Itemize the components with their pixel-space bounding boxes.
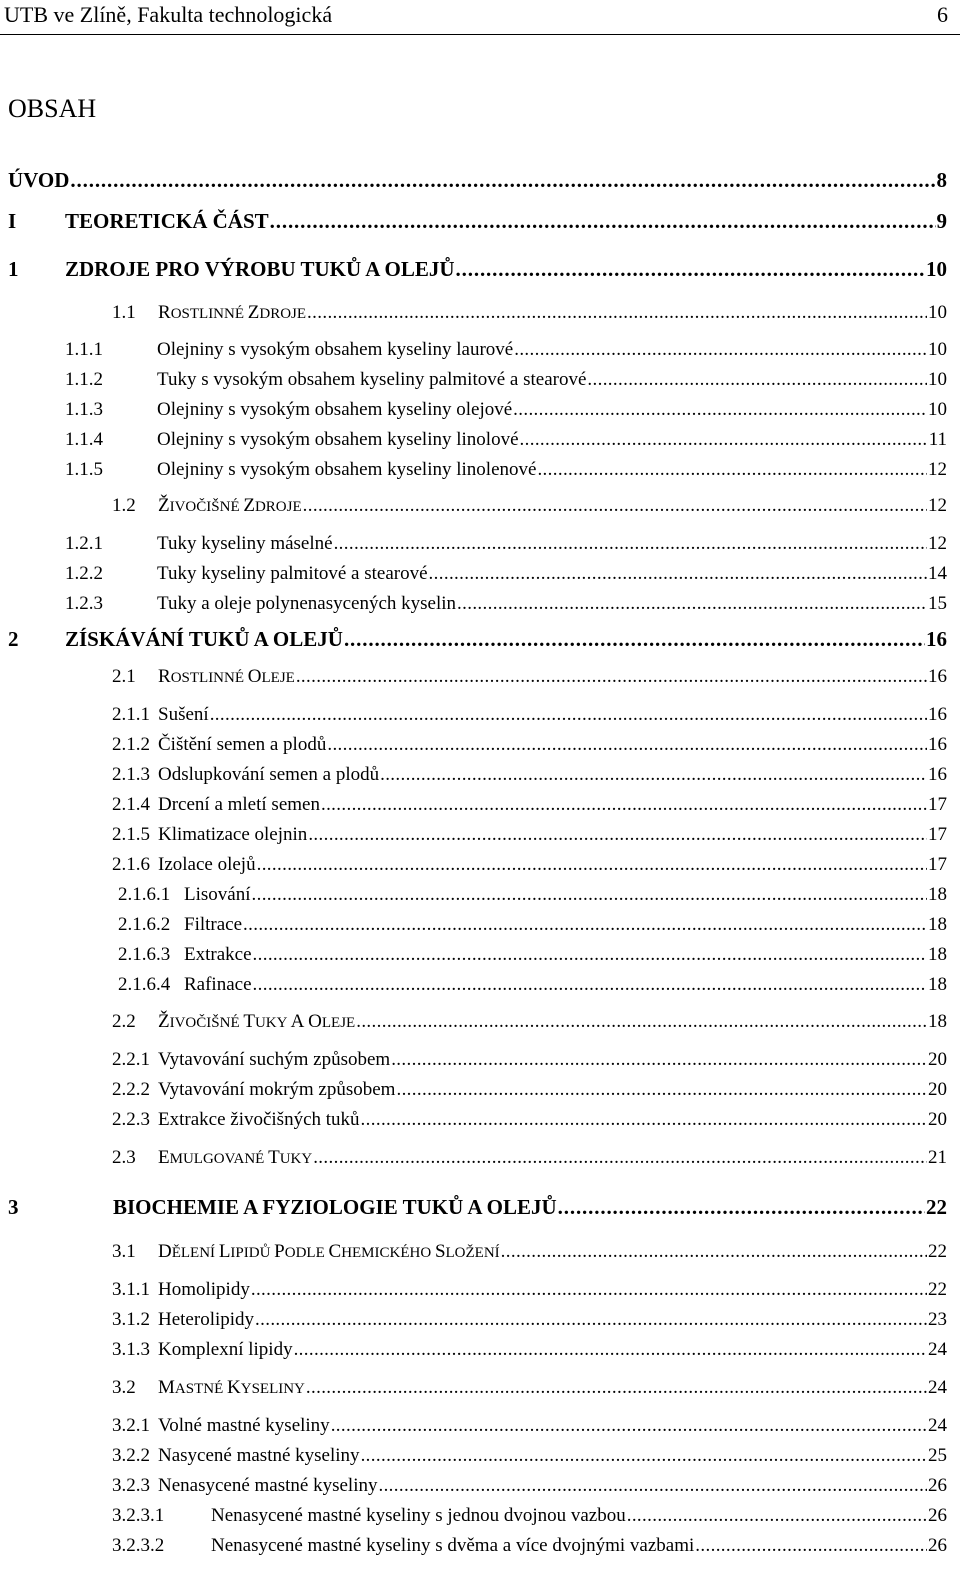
toc-entry-title: Nenasycené mastné kyseliny	[158, 1475, 378, 1496]
toc-entry[interactable]	[65, 533, 947, 555]
toc-entry[interactable]	[112, 1505, 947, 1527]
toc-dot-leader	[294, 1339, 927, 1361]
toc-entry-page: 17	[928, 824, 947, 845]
toc-entry-page: 21	[928, 1147, 947, 1168]
toc-entry-number: 2	[8, 627, 19, 651]
toc-entry-number: 2.2.3	[112, 1109, 150, 1130]
toc-entry-number: 1.2.3	[65, 593, 103, 614]
toc-entry-number: ÚVOD	[8, 168, 70, 192]
toc-dot-leader	[361, 1109, 927, 1131]
toc-entry[interactable]	[112, 1011, 947, 1033]
toc-entry[interactable]	[112, 1109, 947, 1131]
toc-dot-leader	[587, 369, 927, 391]
toc-entry-title: Heterolipidy	[158, 1309, 255, 1330]
toc-entry-number: 2.1.3	[112, 764, 150, 785]
toc-entry[interactable]	[8, 627, 947, 652]
toc-entry[interactable]	[112, 854, 947, 876]
toc-dot-leader	[429, 563, 927, 585]
toc-entry-title: ŽIVOČIŠNÉ TUKY A OLEJE	[158, 1011, 356, 1032]
toc-entry-page: 22	[928, 1279, 947, 1300]
toc-entry[interactable]	[112, 1377, 947, 1399]
toc-entry[interactable]	[65, 593, 947, 615]
toc-entry-number: 2.1.5	[112, 824, 150, 845]
toc-entry-title: EMULGOVANÉ TUKY	[158, 1147, 313, 1168]
toc-entry-page: 10	[926, 257, 947, 281]
toc-entry[interactable]	[112, 1147, 947, 1169]
toc-dot-leader	[307, 302, 927, 324]
toc-entry-page: 18	[928, 944, 947, 965]
toc-entry-page: 14	[928, 563, 947, 584]
toc-entry-page: 10	[928, 302, 947, 323]
toc-entry-title: Vytavování suchým způsobem	[158, 1049, 391, 1070]
toc-entry-number: 3.2.3	[112, 1475, 150, 1496]
toc-entry[interactable]	[65, 459, 947, 481]
toc-entry[interactable]	[112, 1339, 947, 1361]
toc-entry-number: 1.2.2	[65, 563, 103, 584]
toc-entry-page: 16	[928, 666, 947, 687]
toc-entry-number: 3.2.1	[112, 1415, 150, 1436]
toc-entry-number: 3.2.3.2	[112, 1535, 165, 1556]
toc-entry-number: 2.1.6.2	[118, 914, 171, 935]
toc-entry-number: 2.2.2	[112, 1079, 150, 1100]
toc-entry-title: Volné mastné kyseliny	[158, 1415, 330, 1436]
toc-entry-number: 1	[8, 257, 19, 281]
toc-entry-number: 1.1.2	[65, 369, 103, 390]
toc-entry[interactable]	[65, 339, 947, 361]
toc-dot-leader	[308, 824, 927, 846]
toc-entry-number: 2.2.1	[112, 1049, 150, 1070]
toc-entry-number: 1.2.1	[65, 533, 103, 554]
toc-entry-title: Tuky kyseliny palmitové a stearové	[157, 563, 428, 584]
toc-entry[interactable]	[8, 1195, 947, 1220]
toc-dot-leader	[356, 1011, 927, 1033]
toc-entry-page: 12	[928, 459, 947, 480]
toc-dot-leader	[537, 459, 927, 481]
page-title: OBSAH	[8, 94, 97, 123]
toc-entry-page: 15	[928, 593, 947, 614]
toc-entry[interactable]	[65, 399, 947, 421]
toc-entry[interactable]	[65, 563, 947, 585]
toc-dot-leader	[513, 399, 927, 421]
toc-entry[interactable]	[112, 1079, 947, 1101]
toc-entry-page: 24	[928, 1339, 947, 1360]
toc-entry-page: 10	[928, 339, 947, 360]
toc-dot-leader	[321, 794, 927, 816]
toc-dot-leader	[396, 1079, 927, 1101]
toc-entry-title: Rafinace	[184, 974, 252, 995]
toc-dot-leader	[627, 1505, 927, 1527]
toc-dot-leader	[70, 168, 935, 193]
toc-dot-leader	[391, 1049, 927, 1071]
toc-entry[interactable]	[112, 764, 947, 786]
toc-entry[interactable]	[112, 1241, 947, 1263]
toc-entry-number: 1.1.5	[65, 459, 103, 480]
toc-entry[interactable]	[65, 429, 947, 451]
toc-entry[interactable]	[112, 1445, 947, 1467]
toc-dot-leader	[334, 533, 927, 555]
toc-entry[interactable]	[112, 1309, 947, 1331]
toc-entry-page: 24	[928, 1377, 947, 1398]
toc-dot-leader	[296, 666, 927, 688]
toc-entry[interactable]	[118, 884, 947, 906]
toc-entry-number: 3	[8, 1195, 19, 1219]
toc-dot-leader	[253, 944, 927, 966]
toc-entry-title: Extrakce živočišných tuků	[158, 1109, 360, 1130]
toc-entry-page: 24	[928, 1415, 947, 1436]
toc-entry-number: 1.1.3	[65, 399, 103, 420]
toc-entry-number: I	[8, 209, 17, 233]
toc-entry-title: MASTNÉ KYSELINY	[158, 1377, 305, 1398]
toc-entry-number: 1.2	[112, 495, 136, 516]
toc-entry-title: Drcení a mletí semen	[158, 794, 320, 815]
toc-entry[interactable]	[65, 369, 947, 391]
toc-entry-page: 18	[928, 914, 947, 935]
toc-entry-number: 1.1.4	[65, 429, 103, 450]
toc-entry[interactable]	[112, 734, 947, 756]
toc-entry-title: Tuky kyseliny máselné	[157, 533, 333, 554]
toc-entry-page: 22	[926, 1195, 947, 1219]
toc-entry-title: Sušení	[158, 704, 209, 725]
toc-entry-number: 2.1.6.3	[118, 944, 171, 965]
toc-entry-page: 9	[936, 209, 947, 233]
toc-entry-title: Tuky s vysokým obsahem kyseliny palmitové a stearové	[157, 369, 587, 390]
toc-entry[interactable]	[112, 1535, 947, 1557]
toc-entry-title: Klimatizace olejnin	[158, 824, 308, 845]
toc-entry-number: 2.1.2	[112, 734, 150, 755]
toc-dot-leader	[380, 764, 927, 786]
toc-entry-title: Tuky a oleje polynenasycených kyselin	[157, 593, 457, 614]
toc-entry[interactable]	[112, 495, 947, 517]
toc-dot-leader	[331, 1415, 927, 1437]
toc-entry-page: 16	[928, 764, 947, 785]
toc-entry-title: Homolipidy	[158, 1279, 250, 1300]
toc-entry-page: 16	[926, 627, 947, 651]
toc-dot-leader	[361, 1445, 927, 1467]
toc-dot-leader	[327, 734, 927, 756]
toc-dot-leader	[378, 1475, 927, 1497]
toc-entry-title: Olejniny s vysokým obsahem kyseliny laurové	[157, 339, 514, 360]
toc-entry-title: Nenasycené mastné kyseliny s dvěma a více dvojnými vazbami	[211, 1535, 695, 1556]
toc-dot-leader	[501, 1241, 927, 1263]
toc-entry-page: 18	[928, 974, 947, 995]
toc-dot-leader	[252, 884, 928, 906]
header-institution: UTB ve Zlíně, Fakulta technologická	[4, 2, 333, 27]
toc-entry-number: 2.1.6.4	[118, 974, 171, 995]
toc-entry-page: 20	[928, 1109, 947, 1130]
header-page-number: 6	[937, 2, 948, 27]
toc-entry-page: 23	[928, 1309, 947, 1330]
toc-entry-title: Komplexní lipidy	[158, 1339, 293, 1360]
toc-dot-leader	[456, 257, 925, 282]
toc-dot-leader	[255, 1309, 927, 1331]
toc-entry[interactable]	[112, 666, 947, 688]
toc-dot-leader	[558, 1195, 925, 1220]
toc-dot-leader	[695, 1535, 927, 1557]
toc-entry-title: Extrakce	[184, 944, 252, 965]
toc-entry-page: 17	[928, 794, 947, 815]
toc-dot-leader	[520, 429, 928, 451]
toc-entry-number: 3.1	[112, 1241, 136, 1262]
toc-entry-number: 2.1.6.1	[118, 884, 171, 905]
toc-entry-title: Olejniny s vysokým obsahem kyseliny linolové	[157, 429, 519, 450]
toc-entry[interactable]	[8, 168, 947, 193]
toc-entry-page: 10	[928, 399, 947, 420]
toc-entry-title: ŽIVOČIŠNÉ ZDROJE	[158, 495, 302, 516]
toc-entry[interactable]	[118, 914, 947, 936]
toc-entry-title: Lisování	[184, 884, 251, 905]
toc-entry[interactable]	[112, 1049, 947, 1071]
toc-entry-page: 12	[928, 533, 947, 554]
toc-entry[interactable]	[118, 944, 947, 966]
toc-dot-leader	[243, 914, 927, 936]
toc-entry[interactable]	[112, 1279, 947, 1301]
toc-entry-title: DĚLENÍ LIPIDŮ PODLE CHEMICKÉHO SLOŽENÍ	[158, 1241, 500, 1262]
toc-dot-leader	[514, 339, 927, 361]
toc-entry-title: Vytavování mokrým způsobem	[158, 1079, 396, 1100]
toc-dot-leader	[257, 854, 927, 876]
toc-entry-page: 26	[928, 1475, 947, 1496]
toc-entry-number: 2.2	[112, 1011, 136, 1032]
toc-dot-leader	[253, 974, 927, 996]
toc-entry-page: 16	[928, 734, 947, 755]
toc-entry-page: 26	[928, 1535, 947, 1556]
toc-dot-leader	[313, 1147, 927, 1169]
toc-entry-number: 2.1.1	[112, 704, 150, 725]
toc-entry[interactable]	[112, 1415, 947, 1437]
toc-entry[interactable]	[112, 824, 947, 846]
toc-entry-number: 3.1.3	[112, 1339, 150, 1360]
toc-entry-title: BIOCHEMIE A FYZIOLOGIE TUKŮ A OLEJŮ	[113, 1195, 557, 1219]
toc-entry-title: Čištění semen a plodů	[158, 734, 327, 755]
toc-entry-number: 1.1.1	[65, 339, 103, 360]
toc-entry-page: 18	[928, 1011, 947, 1032]
toc-entry[interactable]	[112, 704, 947, 726]
toc-dot-leader	[457, 593, 927, 615]
toc-dot-leader	[210, 704, 927, 726]
toc-entry-title: ZDROJE PRO VÝROBU TUKŮ A OLEJŮ	[65, 257, 455, 281]
toc-entry-title: Nenasycené mastné kyseliny s jednou dvojnou vazbou	[211, 1505, 626, 1526]
toc-entry-title: Nasycené mastné kyseliny	[158, 1445, 360, 1466]
toc-entry-page: 16	[928, 704, 947, 725]
toc-entry-number: 2.1.4	[112, 794, 150, 815]
toc-entry[interactable]	[112, 794, 947, 816]
toc-entry[interactable]	[112, 302, 947, 324]
toc-dot-leader	[270, 209, 936, 234]
toc-entry-number: 3.2	[112, 1377, 136, 1398]
toc-entry-title: ROSTLINNÉ OLEJE	[158, 666, 295, 687]
toc-entry-page: 10	[928, 369, 947, 390]
toc-entry-title: Filtrace	[184, 914, 243, 935]
toc-entry-page: 11	[928, 429, 947, 450]
toc-entry-title: ZÍSKÁVÁNÍ TUKŮ A OLEJŮ	[65, 627, 343, 651]
toc-entry-page: 18	[928, 884, 947, 905]
toc-entry-number: 3.2.2	[112, 1445, 150, 1466]
toc-entry-number: 3.1.1	[112, 1279, 150, 1300]
toc-dot-leader	[251, 1279, 927, 1301]
toc-entry-page: 26	[928, 1505, 947, 1526]
toc-entry-number: 2.1	[112, 666, 136, 687]
toc-entry-number: 3.2.3.1	[112, 1505, 165, 1526]
toc-entry-number: 2.3	[112, 1147, 136, 1168]
toc-entry-title: Olejniny s vysokým obsahem kyseliny linolenové	[157, 459, 537, 480]
toc-entry[interactable]	[8, 209, 947, 234]
toc-dot-leader	[306, 1377, 927, 1399]
toc-entry-title: Olejniny s vysokým obsahem kyseliny olejové	[157, 399, 513, 420]
toc-entry-title: Odslupkování semen a plodů	[158, 764, 380, 785]
toc-dot-leader	[344, 627, 925, 652]
toc-entry-page: 8	[936, 168, 947, 192]
toc-entry-page: 20	[928, 1049, 947, 1070]
toc-entry-number: 3.1.2	[112, 1309, 150, 1330]
toc-entry-page: 17	[928, 854, 947, 875]
toc-entry-page: 22	[928, 1241, 947, 1262]
toc-entry-number: 2.1.6	[112, 854, 150, 875]
toc-entry-title: ROSTLINNÉ ZDROJE	[158, 302, 307, 323]
toc-entry-page: 20	[928, 1079, 947, 1100]
toc-entry-page: 12	[928, 495, 947, 516]
toc-dot-leader	[303, 495, 927, 517]
toc-entry[interactable]	[112, 1475, 947, 1497]
toc-entry-title: TEORETICKÁ ČÁST	[65, 209, 269, 233]
toc-entry[interactable]	[8, 257, 947, 282]
toc-entry[interactable]	[118, 974, 947, 996]
toc-entry-title: Izolace olejů	[158, 854, 256, 875]
toc-entry-page: 25	[928, 1445, 947, 1466]
toc-entry-number: 1.1	[112, 302, 136, 323]
